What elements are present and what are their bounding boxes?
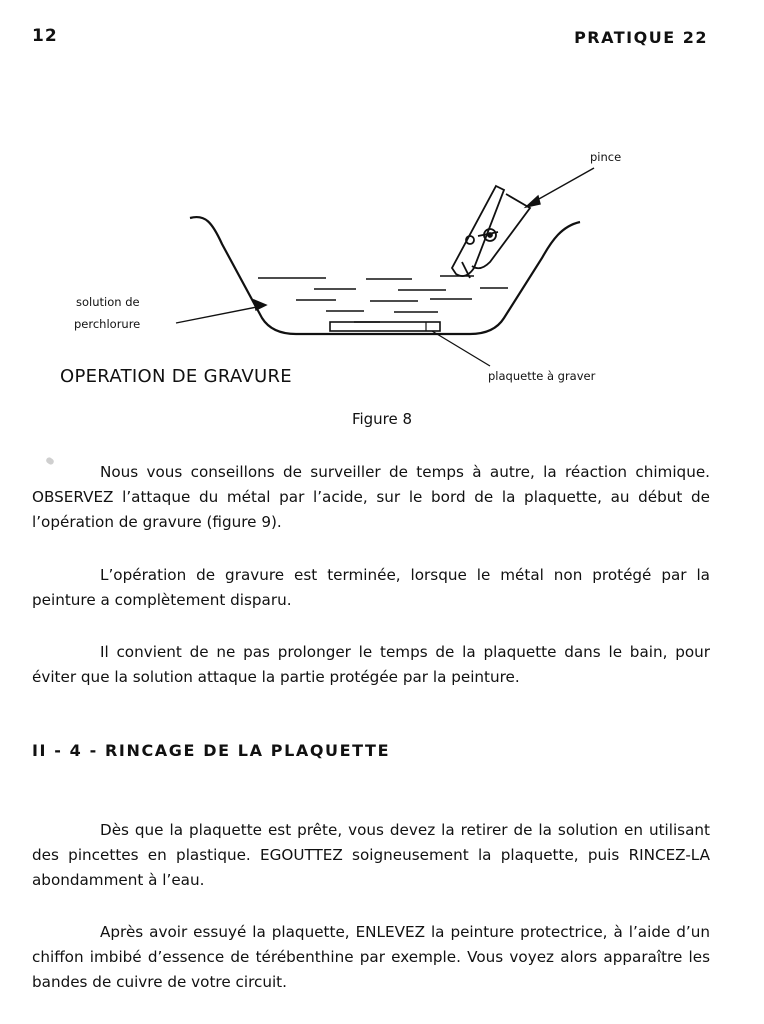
plaquette-leader [432,331,490,366]
operation-title: OPERATION DE GRAVURE [60,366,292,387]
plaquette-plate [330,322,440,331]
page-number: 12 [32,26,58,46]
solution-arrow [176,300,266,323]
etching-diagram [0,0,764,400]
label-plaquette: plaquette à graver [488,369,596,383]
paragraph-5: Après avoir essuyé la plaquette, ENLEVEZ la peinture protectrice, à l’aide d’un chiffon imbibé d’essence de térébenthine par exemple. Vous voyez alors apparaître les bandes de cuivre de votre circuit. [32,923,710,991]
paragraph-2: L’opération de gravure est terminée, lorsque le métal non protégé par la peinture a complètement disparu. [32,566,710,609]
running-head: PRATIQUE 22 [574,28,708,47]
figure-caption: Figure 8 [351,410,413,428]
etching-tray [190,217,580,334]
paragraph-4: Dès que la plaquette est prête, vous devez la retirer de la solution en utilisant des pincettes en plastique. EGOUTTEZ soigneusement la plaquette, puis RINCEZ-LA abondamment à l’eau. [32,821,710,889]
solution-surface [258,276,508,322]
label-solution-line2: perchlorure [74,317,141,331]
label-pince: pince [590,150,622,164]
pince-clip [452,186,530,278]
paragraph-3: Il convient de ne pas prolonger le temps de la plaquette dans le bain, pour éviter que la solution attaque la partie protégée par la peinture. [32,643,710,686]
pince-arrow [526,168,594,207]
paragraph-1: Nous vous conseillons de surveiller de temps à autre, la réaction chimique. OBSERVEZ l’attaque du métal par l’acide, sur le bord de la plaquette, au début de l’opération de gravure (figure 9). [32,463,710,531]
label-solution-line1: solution de [76,295,140,309]
section-heading: II - 4 - RINCAGE DE LA PLAQUETTE [32,741,391,760]
